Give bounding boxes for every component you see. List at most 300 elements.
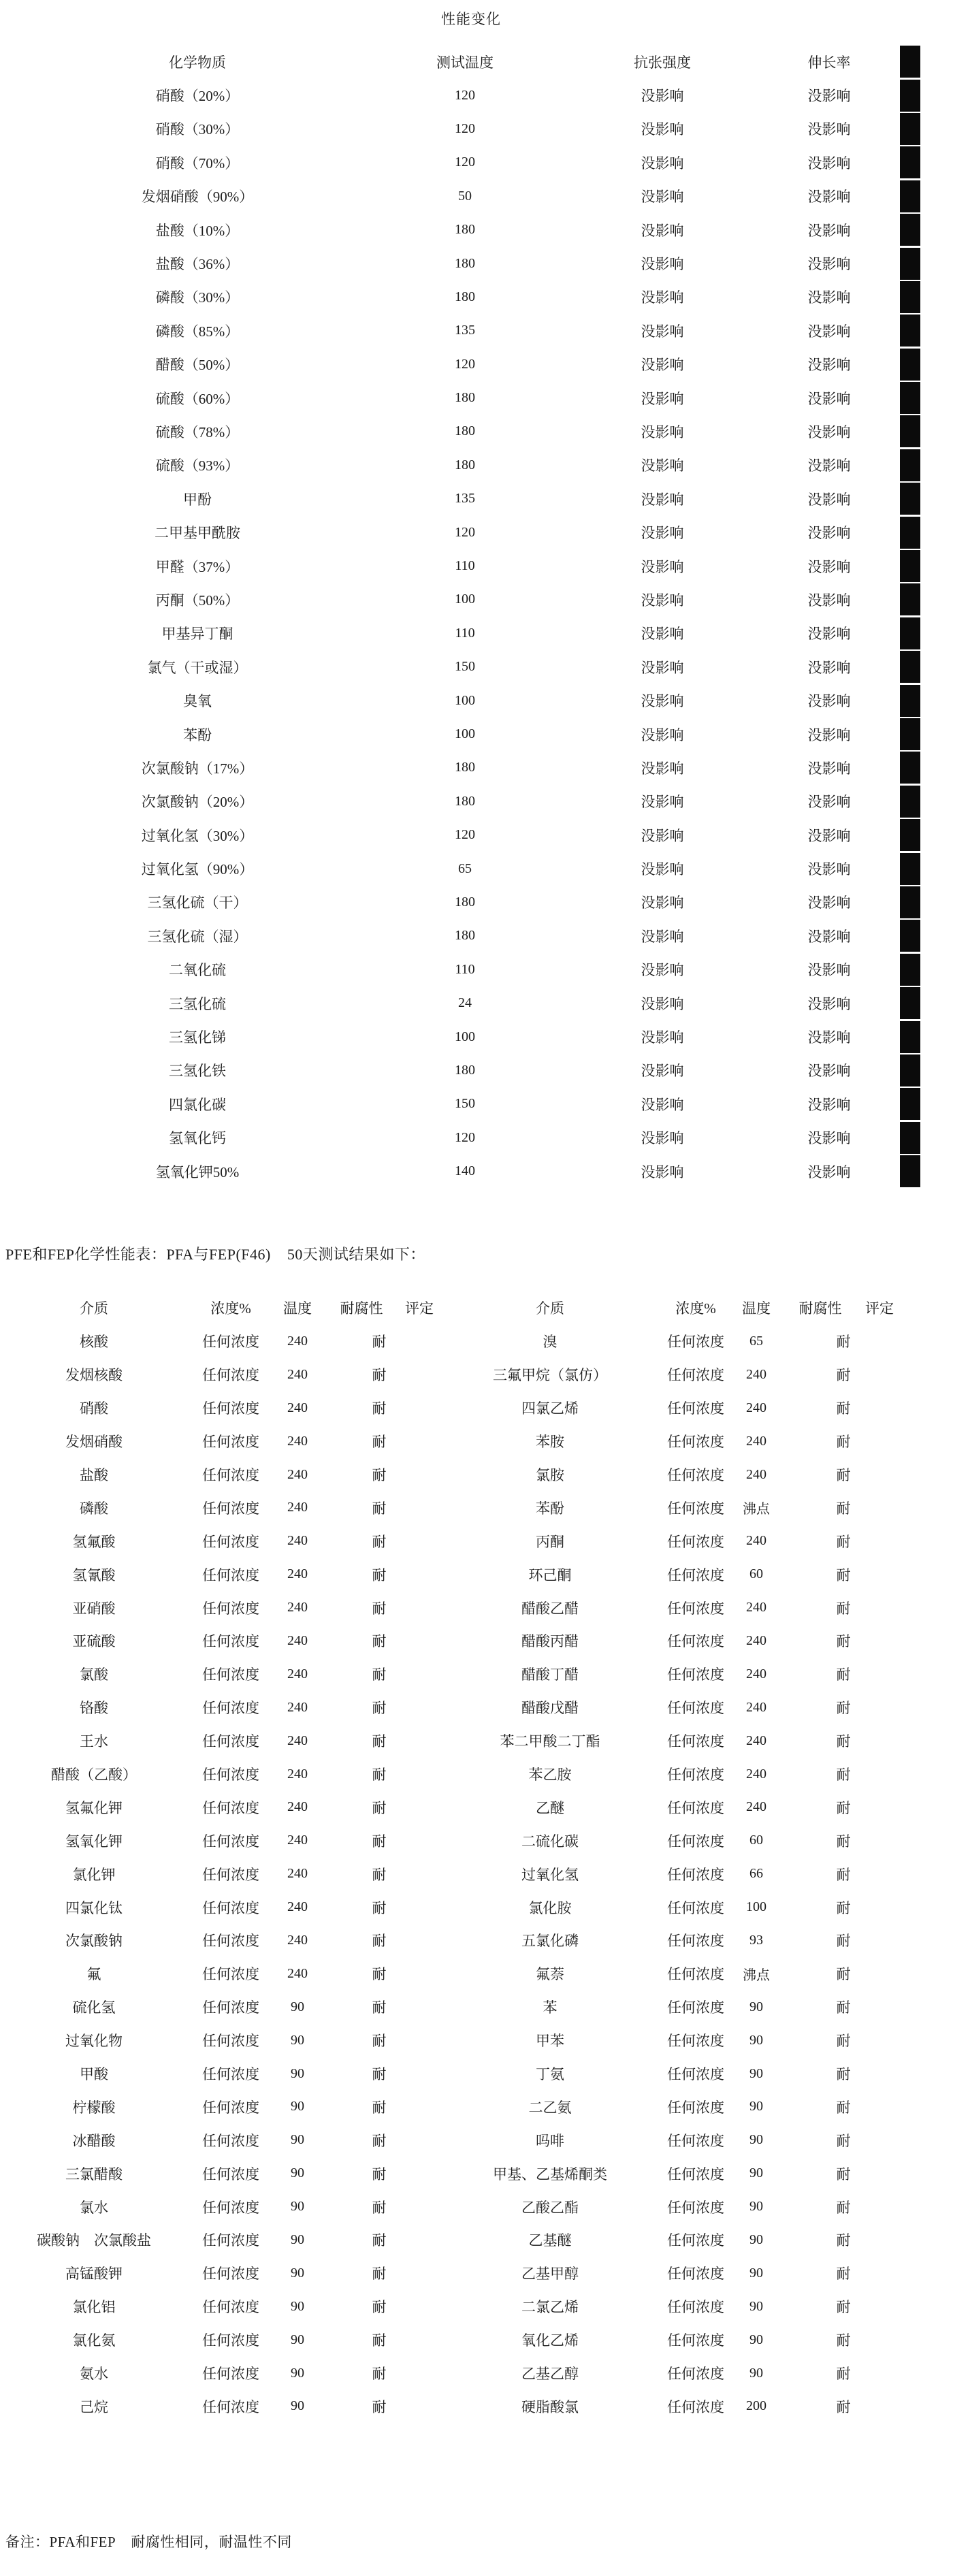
tensile-cell: 没影响: [641, 525, 684, 542]
elongation-cell: 没影响: [807, 121, 851, 138]
elongation-cell: 没影响: [807, 659, 851, 676]
concentration-cell-left: 任何浓度: [202, 2398, 259, 2415]
table1-header-elongation: 伸长率: [807, 54, 851, 71]
tensile-cell: 没影响: [641, 323, 684, 340]
medium-cell-right: 苯乙胺: [528, 1767, 572, 1784]
marker-cell: [869, 180, 953, 213]
table1-header-test-temp: 测试温度: [436, 54, 494, 71]
result-cell-left: 耐: [372, 1367, 387, 1384]
tensile-cell: 没影响: [641, 592, 684, 609]
medium-cell-right: 氯化胺: [528, 1899, 572, 1916]
elongation-cell: 没影响: [807, 88, 851, 105]
table-row: [0, 2123, 953, 2157]
chemical-name-cell: 三氢化硫（干）: [147, 895, 248, 912]
row-spacer: [903, 1425, 953, 1458]
black-square-marker: [900, 415, 920, 447]
test-temp-cell: 180: [455, 457, 475, 472]
table-row: [0, 683, 953, 717]
table-row: [0, 617, 953, 650]
temperature-cell-right: 沸点: [743, 1502, 770, 1517]
result-cell-right: 耐: [836, 2232, 851, 2249]
row-spacer: [903, 2223, 953, 2257]
table-row: [0, 2223, 953, 2257]
black-square-marker: [900, 281, 920, 313]
marker-cell: [869, 583, 953, 616]
result-cell-right: 耐: [836, 1899, 851, 1916]
tensile-cell: 没影响: [641, 962, 684, 979]
result-cell-left: 耐: [372, 1966, 387, 1983]
marker-cell: [869, 415, 953, 448]
medium-cell-right: 醋酸丁醋: [521, 1667, 579, 1684]
result-cell-right: 耐: [836, 1434, 851, 1451]
medium-cell-left: 磷酸: [80, 1500, 108, 1517]
row-spacer: [903, 2057, 953, 2091]
temperature-cell-right: 240: [746, 1600, 766, 1615]
temperature-cell-left: 90: [291, 2199, 304, 2215]
marker-cell: [869, 785, 953, 818]
temperature-cell-right: 66: [749, 1866, 763, 1882]
black-square-marker: [900, 315, 920, 347]
temperature-cell-left: 240: [287, 1799, 308, 1815]
result-cell-right: 耐: [836, 1799, 851, 1816]
row-spacer: [903, 1524, 953, 1558]
black-square-marker: [900, 685, 920, 717]
medium-cell-left: 氯化氨: [72, 2332, 116, 2349]
table-row: [0, 818, 953, 852]
black-square-marker: [900, 1088, 920, 1120]
concentration-cell-left: 任何浓度: [202, 1700, 259, 1717]
row-spacer: [903, 2024, 953, 2057]
temperature-cell-right: 240: [746, 1533, 766, 1549]
table2-header-corrosion-right: 耐腐性: [798, 1300, 842, 1317]
table2-header-medium-left: 介质: [80, 1300, 108, 1317]
chemical-name-cell: 次氯酸钠（17%）: [141, 760, 254, 777]
medium-cell-right: 二乙氨: [528, 2099, 572, 2116]
table2-header-spacer: [903, 1291, 953, 1325]
table-row: [0, 1020, 953, 1053]
test-temp-cell: 180: [455, 423, 475, 439]
table-row: [0, 1121, 953, 1155]
row-spacer: [903, 1325, 953, 1358]
medium-cell-right: 醋酸戊醋: [521, 1700, 579, 1717]
medium-cell-left: 氨水: [80, 2366, 108, 2383]
chemical-name-cell: 三氢化硫（湿）: [147, 928, 248, 945]
test-temp-cell: 140: [455, 1163, 475, 1179]
concentration-cell-right: 任何浓度: [667, 1799, 724, 1816]
result-cell-left: 耐: [372, 1899, 387, 1916]
concentration-cell-left: 任何浓度: [202, 2299, 259, 2316]
tensile-cell: 没影响: [641, 760, 684, 777]
temperature-cell-left: 240: [287, 1866, 308, 1882]
result-cell-right: 耐: [836, 2398, 851, 2415]
medium-cell-left: 盐酸: [80, 1467, 108, 1483]
black-square-marker: [900, 46, 920, 78]
test-temp-cell: 135: [455, 323, 475, 338]
temperature-cell-left: 240: [287, 1500, 308, 1515]
marker-cell: [869, 852, 953, 885]
elongation-cell: 没影响: [807, 1096, 851, 1113]
table1-header-tensile: 抗张强度: [634, 54, 691, 71]
elongation-cell: 没影响: [807, 626, 851, 643]
tensile-cell: 没影响: [641, 357, 684, 374]
table2-header-concentration-right: 浓度%: [675, 1300, 716, 1317]
result-cell-left: 耐: [372, 2132, 387, 2149]
concentration-cell-right: 任何浓度: [667, 1767, 724, 1784]
tensile-cell: 没影响: [641, 726, 684, 743]
temperature-cell-left: 240: [287, 1666, 308, 1681]
chemical-name-cell: 氢氧化钙: [169, 1130, 226, 1147]
concentration-cell-right: 任何浓度: [667, 1999, 724, 2016]
temperature-cell-left: 240: [287, 1433, 308, 1449]
table-row: [0, 1857, 953, 1890]
table-row: [0, 1425, 953, 1458]
concentration-cell-right: 任何浓度: [667, 1600, 724, 1617]
tensile-cell: 没影响: [641, 88, 684, 105]
medium-cell-right: 苯酚: [536, 1500, 564, 1517]
table-row: [0, 986, 953, 1020]
tensile-cell: 没影响: [641, 794, 684, 811]
chemical-name-cell: 硫酸（93%）: [155, 457, 240, 474]
test-temp-cell: 120: [455, 827, 475, 843]
marker-cell: [869, 549, 953, 583]
row-spacer: [903, 1991, 953, 2024]
tensile-cell: 没影响: [641, 827, 684, 844]
tensile-cell: 没影响: [641, 1130, 684, 1147]
concentration-cell-left: 任何浓度: [202, 2199, 259, 2216]
black-square-marker: [900, 113, 920, 145]
test-temp-cell: 50: [458, 188, 472, 204]
black-square-marker: [900, 214, 920, 246]
temperature-cell-left: 240: [287, 1699, 308, 1715]
chemical-name-cell: 甲基异丁酮: [161, 626, 233, 643]
table-row: [0, 449, 953, 482]
table-row: [0, 78, 953, 112]
result-cell-left: 耐: [372, 1733, 387, 1750]
elongation-cell: 没影响: [807, 827, 851, 844]
test-temp-cell: 110: [455, 961, 475, 977]
temperature-cell-right: 240: [746, 1766, 766, 1782]
chemical-name-cell: 丙酮（50%）: [155, 592, 240, 609]
table-row: [0, 515, 953, 549]
table-row: [0, 314, 953, 347]
temperature-cell-right: 240: [746, 1699, 766, 1715]
chemical-name-cell: 次氯酸钠（20%）: [141, 794, 254, 811]
marker-cell: [869, 246, 953, 280]
temperature-cell-left: 240: [287, 1932, 308, 1948]
result-cell-right: 耐: [836, 1533, 851, 1550]
result-cell-right: 耐: [836, 1833, 851, 1850]
chemical-name-cell: 磷酸（85%）: [155, 323, 240, 340]
test-temp-cell: 120: [455, 87, 475, 103]
row-spacer: [903, 2190, 953, 2223]
table-row: [0, 415, 953, 448]
result-cell-right: 耐: [836, 1367, 851, 1384]
temperature-cell-left: 90: [291, 2365, 304, 2381]
elongation-cell: 没影响: [807, 995, 851, 1012]
black-square-marker: [900, 583, 920, 615]
temperature-cell-left: 240: [287, 1366, 308, 1382]
medium-cell-left: 氟: [86, 1966, 101, 1983]
marker-cell: [869, 1054, 953, 1087]
medium-cell-left: 铬酸: [80, 1700, 108, 1717]
table2-header-medium-right: 介质: [536, 1300, 564, 1317]
concentration-cell-right: 任何浓度: [667, 1700, 724, 1717]
temperature-cell-right: 100: [746, 1899, 766, 1915]
concentration-cell-left: 任何浓度: [202, 1799, 259, 1816]
result-cell-left: 耐: [372, 1566, 387, 1583]
tensile-cell: 没影响: [641, 659, 684, 676]
table-row: [0, 1624, 953, 1658]
concentration-cell-right: 任何浓度: [667, 1633, 724, 1650]
result-cell-left: 耐: [372, 1400, 387, 1417]
section2-intro-text: PFE和FEP化学性能表：PFA与FEP(F46) 50天测试结果如下：: [5, 1246, 425, 1263]
result-cell-left: 耐: [372, 2199, 387, 2216]
concentration-cell-right: 任何浓度: [667, 2066, 724, 2083]
concentration-cell-left: 任何浓度: [202, 1767, 259, 1784]
temperature-cell-right: 90: [749, 2265, 763, 2281]
concentration-cell-right: 任何浓度: [667, 1334, 724, 1351]
temperature-cell-left: 240: [287, 1733, 308, 1748]
temperature-cell-left: 90: [291, 2265, 304, 2281]
table-row: [0, 2024, 953, 2057]
concentration-cell-left: 任何浓度: [202, 1334, 259, 1351]
row-spacer: [903, 2090, 953, 2123]
table-row: [0, 280, 953, 314]
black-square-marker: [900, 517, 920, 549]
concentration-cell-left: 任何浓度: [202, 1633, 259, 1650]
result-cell-right: 耐: [836, 2332, 851, 2349]
tensile-cell: 没影响: [641, 693, 684, 710]
test-temp-cell: 180: [455, 222, 475, 238]
result-cell-left: 耐: [372, 1866, 387, 1883]
medium-cell-right: 溴: [543, 1334, 558, 1351]
temperature-cell-left: 240: [287, 1600, 308, 1615]
medium-cell-right: 乙基甲醇: [521, 2266, 579, 2283]
temperature-cell-right: 90: [749, 2099, 763, 2114]
table1-header-row: [0, 45, 953, 78]
result-cell-right: 耐: [836, 1667, 851, 1684]
tensile-cell: 没影响: [641, 222, 684, 239]
row-spacer: [903, 2257, 953, 2290]
result-cell-right: 耐: [836, 2099, 851, 2116]
chemical-name-cell: 氢氧化钾50%: [155, 1163, 240, 1180]
black-square-marker: [900, 449, 920, 481]
concentration-cell-right: 任何浓度: [667, 1467, 724, 1483]
temperature-cell-left: 240: [287, 1766, 308, 1782]
marker-cell: [869, 482, 953, 515]
result-cell-left: 耐: [372, 1467, 387, 1483]
result-cell-right: 耐: [836, 1966, 851, 1983]
row-spacer: [903, 1391, 953, 1425]
tensile-cell: 没影响: [641, 189, 684, 206]
table2-header-rating-right: 评定: [865, 1300, 894, 1317]
table-row: [0, 482, 953, 515]
test-temp-cell: 180: [455, 390, 475, 406]
test-temp-cell: 24: [458, 995, 472, 1011]
elongation-cell: 没影响: [807, 357, 851, 374]
result-cell-right: 耐: [836, 1999, 851, 2016]
concentration-cell-right: 任何浓度: [667, 1833, 724, 1850]
table-row: [0, 112, 953, 146]
table-row: [0, 751, 953, 784]
tensile-cell: 没影响: [641, 861, 684, 878]
result-cell-right: 耐: [836, 2366, 851, 2383]
chemical-name-cell: 甲醛（37%）: [155, 558, 240, 575]
table1-header-marker-cell: [869, 45, 953, 78]
result-cell-left: 耐: [372, 1667, 387, 1684]
table-row: [0, 2357, 953, 2390]
result-cell-right: 耐: [836, 2066, 851, 2083]
concentration-cell-left: 任何浓度: [202, 2132, 259, 2149]
temperature-cell-left: 90: [291, 2132, 304, 2148]
temperature-cell-right: 240: [746, 1666, 766, 1681]
elongation-cell: 没影响: [807, 592, 851, 609]
result-cell-left: 耐: [372, 1999, 387, 2016]
black-square-marker: [900, 180, 920, 212]
medium-cell-left: 亚硝酸: [72, 1600, 116, 1617]
performance-change-table: [0, 45, 953, 1188]
medium-cell-left: 次氯酸钠: [65, 1933, 123, 1950]
result-cell-left: 耐: [372, 1334, 387, 1351]
tensile-cell: 没影响: [641, 289, 684, 306]
temperature-cell-left: 240: [287, 1566, 308, 1582]
concentration-cell-left: 任何浓度: [202, 1400, 259, 1417]
black-square-marker: [900, 248, 920, 280]
table-row: [0, 2323, 953, 2357]
black-square-marker: [900, 1054, 920, 1086]
black-square-marker: [900, 1122, 920, 1154]
table-row: [0, 1155, 953, 1188]
marker-cell: [869, 381, 953, 415]
test-temp-cell: 100: [455, 592, 475, 607]
table-row: [0, 549, 953, 583]
concentration-cell-left: 任何浓度: [202, 1966, 259, 1983]
elongation-cell: 没影响: [807, 928, 851, 945]
chemical-name-cell: 过氧化氢（90%）: [141, 861, 254, 878]
tensile-cell: 没影响: [641, 1163, 684, 1180]
table2-body: [0, 1325, 953, 2423]
medium-cell-right: 乙基乙醇: [521, 2366, 579, 2383]
marker-cell: [869, 650, 953, 683]
medium-cell-right: 苯二甲酸二丁酯: [500, 1733, 600, 1750]
tensile-cell: 没影响: [641, 1096, 684, 1113]
chemical-name-cell: 三氢化铁: [169, 1063, 226, 1080]
chemical-name-cell: 硝酸（30%）: [155, 121, 240, 138]
elongation-cell: 没影响: [807, 256, 851, 273]
medium-cell-left: 氯酸: [80, 1667, 108, 1684]
medium-cell-right: 乙酸乙酯: [521, 2199, 579, 2216]
result-cell-left: 耐: [372, 1767, 387, 1784]
concentration-cell-right: 任何浓度: [667, 2132, 724, 2149]
medium-cell-left: 四氯化钛: [65, 1899, 123, 1916]
test-temp-cell: 180: [455, 255, 475, 271]
table-row: [0, 1957, 953, 1991]
medium-cell-right: 丙酮: [536, 1533, 564, 1550]
tensile-cell: 没影响: [641, 626, 684, 643]
marker-cell: [869, 919, 953, 952]
medium-cell-left: 氢氰酸: [72, 1566, 116, 1583]
concentration-cell-right: 任何浓度: [667, 1367, 724, 1384]
test-temp-cell: 110: [455, 558, 475, 574]
medium-cell-left: 亚硫酸: [72, 1633, 116, 1650]
result-cell-left: 耐: [372, 1799, 387, 1816]
concentration-cell-right: 任何浓度: [667, 2232, 724, 2249]
marker-cell: [869, 953, 953, 986]
medium-cell-right: 氧化乙烯: [521, 2332, 579, 2349]
temperature-cell-left: 90: [291, 2166, 304, 2181]
result-cell-left: 耐: [372, 1600, 387, 1617]
temperature-cell-right: 240: [746, 1799, 766, 1815]
medium-cell-left: 硝酸: [80, 1400, 108, 1417]
table-row: [0, 246, 953, 280]
medium-cell-right: 环己酮: [528, 1566, 572, 1583]
chemical-name-cell: 硫酸（78%）: [155, 423, 240, 440]
medium-cell-right: 四氯乙烯: [521, 1400, 579, 1417]
marker-cell: [869, 751, 953, 784]
row-spacer: [903, 1824, 953, 1857]
medium-cell-right: 吗啡: [536, 2132, 564, 2149]
marker-cell: [869, 1020, 953, 1053]
table-row: [0, 2257, 953, 2290]
chemical-name-cell: 硝酸（20%）: [155, 88, 240, 105]
result-cell-left: 耐: [372, 2299, 387, 2316]
row-spacer: [903, 1558, 953, 1591]
table-row: [0, 1491, 953, 1524]
elongation-cell: 没影响: [807, 895, 851, 912]
black-square-marker: [900, 80, 920, 112]
result-cell-right: 耐: [836, 2166, 851, 2183]
concentration-cell-left: 任何浓度: [202, 1434, 259, 1451]
result-cell-right: 耐: [836, 1334, 851, 1351]
row-spacer: [903, 1691, 953, 1724]
medium-cell-right: 乙基醚: [528, 2232, 572, 2249]
row-spacer: [903, 1790, 953, 1824]
chemical-name-cell: 盐酸（36%）: [155, 256, 240, 273]
medium-cell-right: 苯胺: [536, 1434, 564, 1451]
table-row: [0, 886, 953, 919]
row-spacer: [903, 2290, 953, 2323]
result-cell-right: 耐: [836, 1600, 851, 1617]
medium-cell-left: 王水: [80, 1733, 108, 1750]
concentration-cell-left: 任何浓度: [202, 2332, 259, 2349]
table-row: [0, 2190, 953, 2223]
medium-cell-right: 五氯化磷: [521, 1933, 579, 1950]
test-temp-cell: 110: [455, 625, 475, 641]
table-row: [0, 718, 953, 751]
row-spacer: [903, 1890, 953, 1924]
temperature-cell-right: 200: [746, 2398, 766, 2414]
medium-cell-left: 发烟核酸: [65, 1367, 123, 1384]
temperature-cell-left: 240: [287, 1632, 308, 1648]
medium-cell-left: 氢氧化钾: [65, 1833, 123, 1850]
black-square-marker: [900, 617, 920, 649]
marker-cell: [869, 986, 953, 1020]
table-row: [0, 1724, 953, 1758]
concentration-cell-left: 任何浓度: [202, 1866, 259, 1883]
temperature-cell-right: 240: [746, 1632, 766, 1648]
elongation-cell: 没影响: [807, 525, 851, 542]
tensile-cell: 没影响: [641, 457, 684, 474]
temperature-cell-left: 90: [291, 2099, 304, 2114]
row-spacer: [903, 1758, 953, 1791]
concentration-cell-left: 任何浓度: [202, 1999, 259, 2016]
temperature-cell-left: 90: [291, 2032, 304, 2048]
concentration-cell-left: 任何浓度: [202, 1533, 259, 1550]
temperature-cell-left: 90: [291, 2065, 304, 2081]
elongation-cell: 没影响: [807, 1029, 851, 1046]
concentration-cell-left: 任何浓度: [202, 1833, 259, 1850]
elongation-cell: 没影响: [807, 794, 851, 811]
